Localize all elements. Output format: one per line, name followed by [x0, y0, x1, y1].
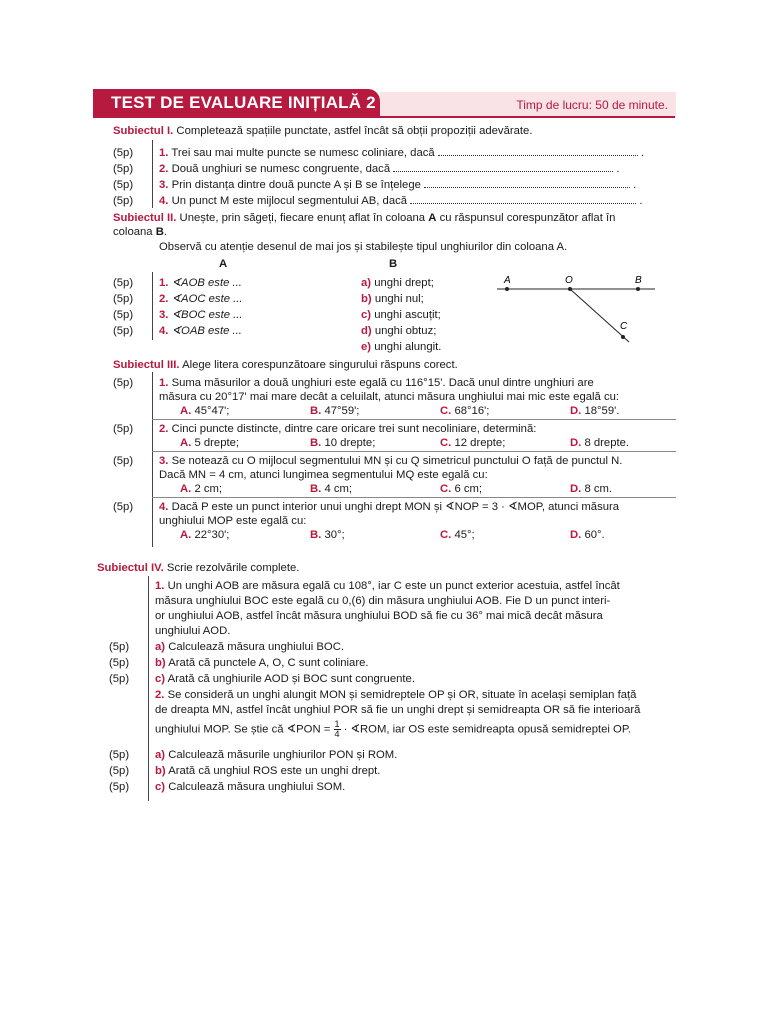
sub-letter: c): [155, 781, 166, 793]
s2-observe: Observă cu atenție desenul de mai jos și stabilește tipul unghiurilor din coloana A.: [159, 241, 568, 253]
s3-q2-opt-b: [310, 436, 375, 450]
s4-p1c: [155, 672, 415, 686]
opt-value: 4 cm;: [324, 483, 353, 495]
s3-q4-line1: [159, 500, 619, 514]
point-o: [568, 287, 572, 291]
s2-row4-points: (5p): [113, 325, 134, 337]
s4-p1-line1: [155, 579, 620, 593]
sub-text: Arată că unghiul ROS este un unghi drept.: [168, 765, 381, 777]
s3-q3-num: 3.: [159, 455, 169, 467]
s1-item1-num: 1.: [159, 147, 169, 159]
s3-q4-num: 4.: [159, 501, 169, 513]
sub-text: Arată că punctele A, O, C sunt coliniare.: [168, 657, 369, 669]
answer-blank: [424, 178, 630, 188]
sub-text: Arată că unghiurile AOD și BOC sunt congruente.: [167, 673, 415, 685]
s3-q3-line2: Dacă MN = 4 cm, atunci lungimea segmentului MQ este egală cu:: [159, 469, 488, 481]
s1-item2-text: Două unghiuri se numesc congruente, dacă: [171, 163, 391, 175]
s4-heading: [97, 561, 299, 575]
s2-answer-a-text: unghi drept;: [374, 277, 434, 289]
s3-q4-opt-b: [310, 528, 345, 542]
s2-instr-part2: cu răspunsul corespunzător aflat în: [439, 212, 616, 224]
s2-answer-b-letter: b): [361, 293, 372, 305]
s4-p1-line4: unghiului AOD.: [155, 625, 231, 637]
s3-q2-line1: [159, 422, 536, 436]
s2-row3-statement: [159, 308, 243, 322]
opt-value: 6 cm;: [454, 483, 483, 495]
s3-divider: [152, 372, 153, 548]
s3-q4-opt-d: [570, 528, 605, 542]
s1-item4-text: Un punct M este mijlocul segmentului AB, dacă: [171, 195, 408, 207]
opt-letter: A.: [180, 437, 192, 449]
test-title-banner: [93, 89, 380, 116]
s2-row2-statement: [159, 292, 243, 306]
s2-heading: [113, 211, 615, 225]
s4-p2c-points: (5p): [109, 781, 130, 793]
opt-value: 45°;: [454, 529, 475, 541]
s2-row3-angle: ∢BOC este ...: [171, 309, 243, 321]
opt-letter: B.: [310, 405, 322, 417]
answer-blank: [438, 146, 638, 156]
opt-letter: C.: [440, 437, 452, 449]
opt-value: 45°47';: [194, 405, 230, 417]
s2-answer-b: [361, 292, 424, 306]
s2-row1-num: 1.: [159, 277, 169, 289]
sub-letter: c): [155, 673, 166, 685]
q-divider: [152, 451, 676, 452]
s2-row2-points: (5p): [113, 293, 134, 305]
s2-row4-statement: [159, 324, 242, 338]
s2-answer-d: [361, 324, 436, 338]
opt-value: 47°59';: [324, 405, 360, 417]
s2-answer-e-text: unghi alungit.: [374, 341, 442, 353]
answer-blank: [410, 194, 636, 204]
s3-q2-points: (5p): [113, 423, 134, 435]
opt-value: 8 cm.: [584, 483, 613, 495]
s1-item2: 2. Două unghiuri se numesc congruente, dacă .: [159, 163, 620, 175]
q-divider: [152, 497, 676, 498]
s1-item4-points: (5p): [113, 195, 134, 207]
s2-row1-points: (5p): [113, 277, 134, 289]
s1-item1: 1. Trei sau mai multe puncte se numesc coliniare, dacă .: [159, 147, 645, 159]
opt-letter: D.: [570, 437, 582, 449]
sub-letter: b): [155, 657, 166, 669]
s2-row1-statement: [159, 276, 242, 290]
sub-letter: b): [155, 765, 166, 777]
s4-divider: [148, 576, 149, 801]
s2-row1-angle: ∢AOB este ...: [171, 277, 242, 289]
s4-p2-text3b: · ∢ROM, iar OS este semidreapta opusă semidreptei OP.: [343, 723, 632, 736]
s1-divider: [152, 140, 153, 208]
opt-letter: B.: [310, 529, 322, 541]
opt-value: 60°.: [584, 529, 605, 541]
label-o: O: [565, 275, 573, 286]
s2-col-a-ref: A: [428, 212, 437, 224]
s3-q4-text1: Dacă P este un punct interior unui unghi drept MON și ∢NOP = 3 · ∢MOP, atunci măsura: [171, 501, 620, 513]
s3-q4-points: (5p): [113, 501, 134, 513]
opt-value: 68°16';: [454, 405, 490, 417]
opt-value: 12 drepte;: [454, 437, 506, 449]
s4-p2-line3: [155, 720, 631, 739]
s2-row3-num: 3.: [159, 309, 169, 321]
s1-item3-text: Prin distanța dintre două puncte A și B se înțelege: [171, 179, 421, 191]
time-limit: Timp de lucru: 50 de minute.: [516, 98, 668, 112]
opt-letter: A.: [180, 483, 192, 495]
s4-p1c-points: (5p): [109, 673, 130, 685]
s3-q3-opt-a: [180, 482, 222, 496]
s2-answer-c: [361, 308, 441, 322]
s3-q1-text1: Suma măsurilor a două unghiuri este egală cu 116°15'. Dacă unul dintre unghiuri are: [171, 377, 594, 389]
s2-col-b-ref: B: [155, 226, 164, 238]
s2-row2-angle: ∢AOC este ...: [171, 293, 243, 305]
s2-answer-c-text: unghi ascuțit;: [374, 309, 441, 321]
s4-p2b-points: (5p): [109, 765, 130, 777]
s4-p1b: [155, 656, 369, 670]
sub-letter: a): [155, 641, 166, 653]
header-rule: [93, 116, 675, 118]
opt-value: 2 cm;: [194, 483, 223, 495]
s1-item3: 3. Prin distanța dintre două puncte A și B se înțelege .: [159, 179, 637, 191]
opt-value: 22°30';: [194, 529, 230, 541]
opt-letter: C.: [440, 529, 452, 541]
opt-letter: A.: [180, 405, 192, 417]
opt-value: 18°59'.: [584, 405, 620, 417]
s3-q2-num: 2.: [159, 423, 169, 435]
label-a: A: [504, 275, 511, 286]
s4-p1-num: 1.: [155, 580, 165, 592]
s2-answer-a-letter: a): [361, 277, 372, 289]
s4-p1-line2: măsura unghiului BOC este egală cu 0,(6) din măsura unghiului AOB. Fie D un punct interi-: [155, 595, 611, 607]
s2-answer-e-letter: e): [361, 341, 372, 353]
opt-value: 5 drepte;: [194, 437, 240, 449]
s3-q3-line1: [159, 454, 622, 468]
s3-title: Subiectul III.: [113, 359, 180, 371]
s4-instructions: Scrie rezolvările complete.: [166, 562, 300, 574]
s3-heading: [113, 358, 458, 372]
s3-q4-opt-a: [180, 528, 229, 542]
opt-letter: B.: [310, 437, 322, 449]
point-b: [636, 287, 640, 291]
s2-answer-a: [361, 276, 434, 290]
ray-oc: [570, 289, 629, 342]
opt-value: 10 drepte;: [324, 437, 376, 449]
s2-divider: [152, 272, 153, 340]
s4-p2-text3a: unghiului MOP. Se știe că ∢PON =: [155, 723, 331, 736]
fraction-one-quarter: [334, 720, 341, 739]
opt-letter: C.: [440, 483, 452, 495]
s1-title: Subiectul I.: [113, 125, 174, 137]
label-b: B: [635, 275, 642, 286]
s2-row3-points: (5p): [113, 309, 134, 321]
s4-p1-line3: or unghiului AOB, astfel încât măsura unghiului BOD să fie cu 36° mai mică decât măsura: [155, 610, 603, 622]
s1-item1-text: Trei sau mai multe puncte se numesc coliniare, dacă: [171, 147, 435, 159]
s2-row4-angle: ∢OAB este ...: [171, 325, 242, 337]
s3-q4-line2: unghiului MOP este egală cu:: [159, 515, 307, 527]
opt-value: 8 drepte.: [584, 437, 630, 449]
s1-heading: [113, 124, 532, 138]
s2-instr-part1: Unește, prin săgeți, fiecare enunț aflat în coloana: [179, 212, 426, 224]
s3-q3-opt-c: [440, 482, 482, 496]
s4-title: Subiectul IV.: [97, 562, 164, 574]
s3-q1-points: (5p): [113, 377, 134, 389]
page-break: [93, 547, 676, 553]
s1-item2-num: 2.: [159, 163, 169, 175]
s1-item4: 4. Un punct M este mijlocul segmentului AB, dacă .: [159, 195, 643, 207]
s2-row2-num: 2.: [159, 293, 169, 305]
sub-text: Calculează măsura unghiului SOM.: [168, 781, 346, 793]
s3-q2-text1: Cinci puncte distincte, dintre care oricare trei sunt necoliniare, determină:: [171, 423, 537, 435]
s3-instructions: Alege litera corespunzătoare singurului răspuns corect.: [182, 359, 458, 371]
s2-row4-num: 4.: [159, 325, 169, 337]
s2-answer-c-letter: c): [361, 309, 372, 321]
column-b-header: B: [389, 258, 398, 270]
s2-answer-e: [361, 340, 441, 354]
s3-q2-opt-d: [570, 436, 629, 450]
opt-letter: D.: [570, 483, 582, 495]
s4-p2c: [155, 780, 345, 794]
opt-letter: D.: [570, 405, 582, 417]
s4-p2-line2: de dreapta MN, astfel încât unghiul POR să fie un unghi drept și semidreapta OR să fie interioară: [155, 704, 641, 716]
test-title: TEST DE EVALUARE INIȚIALĂ 2: [111, 93, 376, 112]
s3-q1-opt-d: [570, 404, 619, 418]
s2-answer-d-text: unghi obtuz;: [374, 325, 437, 337]
column-a-header: A: [219, 258, 228, 270]
s3-q1-opt-c: [440, 404, 489, 418]
s4-p1-text1: Un unghi AOB are măsura egală cu 108°, iar C este un punct exterior acestuia, astfel încât: [167, 580, 620, 592]
sub-text: Calculează măsura unghiului BOC.: [168, 641, 345, 653]
s3-q2-opt-a: [180, 436, 239, 450]
s2-heading-cont: coloana B.: [113, 226, 168, 238]
angle-diagram: [495, 272, 660, 350]
s1-item3-num: 3.: [159, 179, 169, 191]
s1-instructions: Completează spațiile punctate, astfel încât să obții propoziții adevărate.: [176, 125, 533, 137]
answer-blank: [393, 162, 613, 172]
opt-letter: D.: [570, 529, 582, 541]
s3-q1-opt-a: [180, 404, 229, 418]
s4-p2a-points: (5p): [109, 749, 130, 761]
s1-item4-num: 4.: [159, 195, 169, 207]
s3-q3-text1: Se notează cu O mijlocul segmentului MN și cu Q simetricul punctului O față de punctul N.: [171, 455, 623, 467]
s3-q4-opt-c: [440, 528, 475, 542]
fraction-numerator: 1: [334, 719, 340, 729]
s3-q1-line1: [159, 376, 594, 390]
time-box: [380, 92, 676, 118]
s4-p2-text1: Se consideră un unghi alungit MON și semidreptele OP și OR, situate în același semiplan față: [167, 689, 637, 701]
s4-p1b-points: (5p): [109, 657, 130, 669]
sub-text: Calculează măsurile unghiurilor PON și ROM.: [168, 749, 398, 761]
s1-item2-points: (5p): [113, 163, 134, 175]
s2-answer-b-text: unghi nul;: [374, 293, 424, 305]
q-divider: [152, 419, 676, 420]
opt-letter: B.: [310, 483, 322, 495]
s4-p2b: [155, 764, 380, 778]
sub-letter: a): [155, 749, 166, 761]
s3-q1-num: 1.: [159, 377, 169, 389]
s4-p1a-points: (5p): [109, 641, 130, 653]
label-c: C: [620, 321, 628, 332]
opt-letter: A.: [180, 529, 192, 541]
s3-q3-points: (5p): [113, 455, 134, 467]
s3-q3-opt-d: [570, 482, 612, 496]
s3-q1-opt-b: [310, 404, 359, 418]
point-a: [505, 287, 509, 291]
s1-item3-points: (5p): [113, 179, 134, 191]
s4-p2-line1: [155, 688, 636, 702]
s2-answer-d-letter: d): [361, 325, 372, 337]
s4-p2-num: 2.: [155, 689, 165, 701]
s4-p2a: [155, 748, 397, 762]
s1-item1-points: (5p): [113, 147, 134, 159]
point-c: [621, 335, 625, 339]
s2-title: Subiectul II.: [113, 212, 177, 224]
opt-letter: C.: [440, 405, 452, 417]
s4-p1a: [155, 640, 344, 654]
opt-value: 30°;: [324, 529, 345, 541]
s3-q2-opt-c: [440, 436, 505, 450]
s3-q3-opt-b: [310, 482, 352, 496]
s2-instr-part3: coloana: [113, 226, 153, 238]
fraction-denominator: 4: [334, 729, 340, 739]
s3-q1-line2: măsura cu 20°17' mai mare decât a celuilalt, atunci măsura unghiului mai mic este egală cu:: [159, 391, 620, 403]
